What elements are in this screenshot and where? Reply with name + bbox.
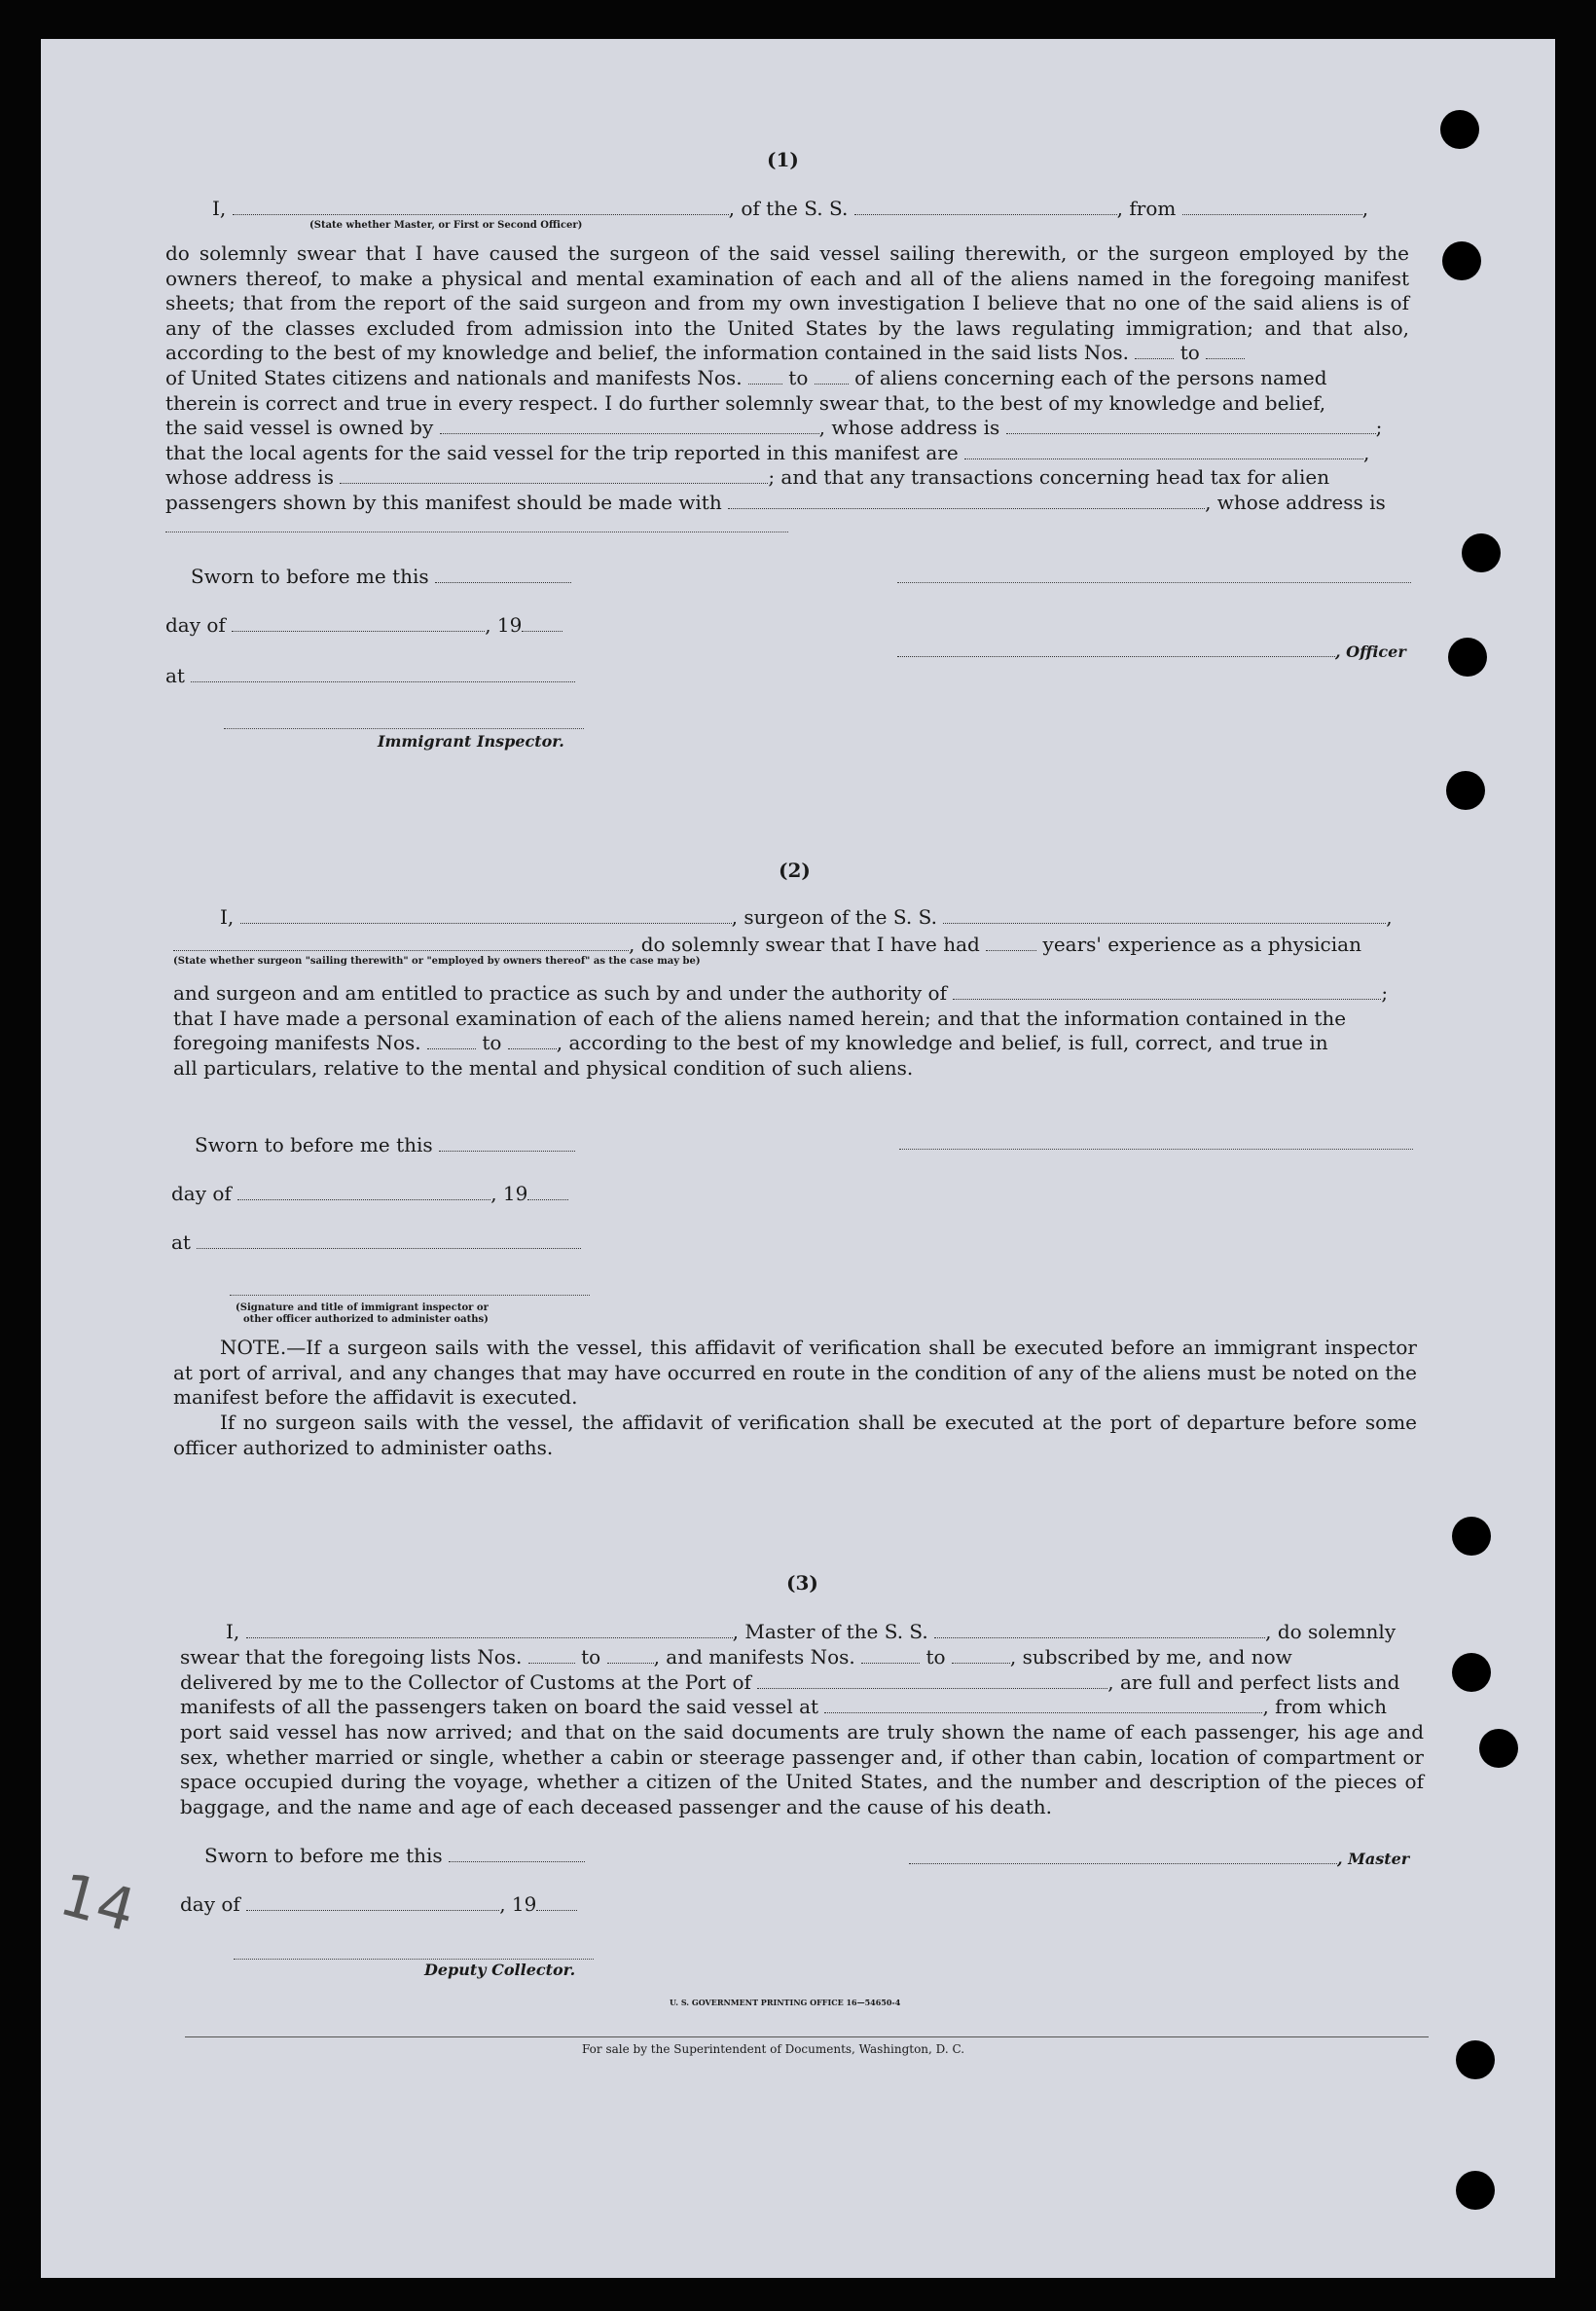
manifests-from-field[interactable] bbox=[861, 1649, 920, 1664]
section2-line2: , do solemnly swear that I have had years' experience as a physician bbox=[173, 933, 1361, 956]
sworn-label-1: Sworn to before me this bbox=[191, 565, 571, 588]
at-label-2: at bbox=[171, 1230, 581, 1254]
year-field[interactable] bbox=[522, 617, 562, 632]
at-field-2[interactable] bbox=[197, 1234, 581, 1249]
at-label-1: at bbox=[165, 664, 575, 687]
punch-hole bbox=[1456, 2040, 1495, 2079]
surgeon-name-field[interactable] bbox=[240, 909, 732, 924]
section-number-1: (1) bbox=[767, 148, 799, 171]
day-of-field-3[interactable] bbox=[246, 1896, 499, 1911]
officer-signature-label: , Officer bbox=[897, 639, 1406, 662]
at-field[interactable] bbox=[191, 668, 575, 682]
list-no-to-field[interactable] bbox=[1206, 345, 1245, 359]
for-sale-line: For sale by the Superintendent of Documents, Washington, D. C. bbox=[582, 2042, 965, 2056]
punch-hole bbox=[1452, 1517, 1491, 1556]
local-agents-field[interactable] bbox=[964, 445, 1363, 459]
lists-to-field[interactable] bbox=[607, 1649, 654, 1664]
day-of-label-2: day of , 19 bbox=[171, 1182, 568, 1205]
section3-fields: swear that the foregoing lists Nos. to , and manifests Nos. to , subscribed by me, and now delivered by me to the Collector of Customs at the Port of , are full and perfect lists and manifests of all the passengers taken on board the said vessel at , from which bbox=[180, 1645, 1400, 1719]
embarkation-port-field[interactable] bbox=[824, 1699, 1262, 1713]
section1-body: do solemnly swear that I have caused the surgeon of the said vessel sailing therewith, or the surgeon employed by the owners thereof, to make a physical and mental examination of each and all of the aliens named in the foregoing manifest sheets; that from the report of the said surgeon and from my own investigation I believe that no one of the said aliens is of any of the classes excluded from admission into the United States by the laws regulating immigration; and that also, according to the best of my knowledge and belief, the information contained in the said lists Nos. to of United States citizens and nationals and manifests Nos. to of aliens concerning each of the persons named therein is correct and true in every respect. I do further solemnly swear that, to the best of my knowledge and belief, the said vessel is owned by , whose address is ; that the local agents for the said vessel for the trip reported in this manifest are , whose address is ; and that any transactions concerning head tax for alien passengers shown by this manifest should be made with , whose address is bbox=[165, 241, 1409, 514]
from-port-field[interactable] bbox=[1182, 201, 1362, 215]
section-number-2: (2) bbox=[779, 859, 811, 882]
manifest-from-field[interactable] bbox=[427, 1035, 476, 1049]
surgeon-vessel-field[interactable] bbox=[943, 909, 1386, 924]
section-number-3: (3) bbox=[786, 1571, 818, 1595]
punch-hole bbox=[1462, 533, 1501, 572]
section2-body: and surgeon and am entitled to practice as such by and under the authority of ; that I have made a personal examination of each of the aliens named herein; and that the information contained in the foregoing manifests Nos. to , according to the best of my knowledge and belief, is full, correct, and true in all particulars, relative to the mental and physical condition of such aliens. bbox=[173, 981, 1389, 1080]
section3-line1: I, , Master of the S. S. , do solemnly bbox=[226, 1620, 1396, 1643]
note-paragraph-2: If no surgeon sails with the vessel, the affidavit of verification shall be executed at the port of departure before some officer authorized to administer oaths. bbox=[173, 1411, 1417, 1459]
margin-note: 14 bbox=[53, 1860, 143, 1946]
master-signature-field[interactable] bbox=[909, 1850, 1337, 1864]
master-vessel-field[interactable] bbox=[934, 1624, 1265, 1638]
manifest-no-from-field[interactable] bbox=[748, 370, 782, 385]
master-name-field[interactable] bbox=[246, 1624, 733, 1638]
sworn-date-field-3[interactable] bbox=[449, 1848, 585, 1862]
agents-address-field[interactable] bbox=[340, 469, 768, 484]
officer-signature-line-2[interactable] bbox=[230, 1295, 590, 1296]
punch-hole bbox=[1452, 1653, 1491, 1692]
sig-caption-2: other officer authorized to administer oaths) bbox=[243, 1314, 489, 1325]
manifests-to-field[interactable] bbox=[952, 1649, 1010, 1664]
owner-address-field[interactable] bbox=[1006, 420, 1376, 434]
punch-hole bbox=[1456, 2171, 1495, 2210]
sig-caption-1: (Signature and title of immigrant inspector or bbox=[236, 1302, 489, 1313]
inspector-caption: Immigrant Inspector. bbox=[378, 732, 564, 751]
day-of-label-1: day of , 19 bbox=[165, 613, 562, 637]
sworn-label-3: Sworn to before me this bbox=[204, 1844, 585, 1867]
section3-body: port said vessel has now arrived; and that on the said documents are truly shown the name of each passenger, his age and sex, whether married or single, whether a cabin or steerage passenger and, if other than cabin, location of compartment or space occupied during the voyage, whether a citizen of the United States, and the number and description of the pieces of baggage, and the name and age of each deceased passenger and the cause of his death. bbox=[180, 1720, 1424, 1818]
printing-office: U. S. GOVERNMENT PRINTING OFFICE 16—54650-4 bbox=[670, 1998, 901, 2007]
manifest-to-field[interactable] bbox=[508, 1035, 557, 1049]
punch-hole bbox=[1442, 241, 1481, 280]
section2-line1: I, , surgeon of the S. S. , bbox=[220, 905, 1393, 929]
sworn-label-2: Sworn to before me this bbox=[195, 1133, 575, 1156]
authority-field[interactable] bbox=[953, 985, 1381, 1000]
officer-signature-line-1[interactable] bbox=[897, 582, 1411, 583]
surgeon-caption: (State whether surgeon "sailing therewith" or "employed by owners thereof" as the case may be) bbox=[173, 956, 701, 967]
list-no-from-field[interactable] bbox=[1135, 345, 1174, 359]
note-paragraph: NOTE.—If a surgeon sails with the vessel, this affidavit of verification shall be executed before an immigrant inspector at port of arrival, and any changes that may have occurred en route in the condition of any of the aliens must be noted on the manifest before the affidavit is executed. bbox=[173, 1336, 1417, 1410]
punch-hole bbox=[1479, 1729, 1518, 1768]
officer-caption: (State whether Master, or First or Second Officer) bbox=[309, 220, 583, 231]
head-tax-contact-field[interactable] bbox=[728, 495, 1205, 509]
day-of-field-2[interactable] bbox=[237, 1186, 490, 1200]
officer-name-field[interactable] bbox=[233, 201, 729, 215]
master-signature-label: , Master bbox=[909, 1846, 1409, 1869]
deputy-caption: Deputy Collector. bbox=[424, 1961, 576, 1979]
manifest-no-to-field[interactable] bbox=[815, 370, 849, 385]
punch-hole bbox=[1446, 771, 1485, 810]
inspector-signature-line[interactable] bbox=[224, 728, 584, 729]
lists-from-field[interactable] bbox=[528, 1649, 575, 1664]
section1-line1: I, , of the S. S. , from , bbox=[212, 197, 1369, 220]
sworn-date-field[interactable] bbox=[435, 569, 571, 583]
owner-field[interactable] bbox=[440, 420, 819, 434]
year-field-3[interactable] bbox=[536, 1896, 577, 1911]
officer-signature-field[interactable] bbox=[897, 642, 1335, 657]
punch-hole bbox=[1448, 638, 1487, 677]
footer-rule bbox=[185, 2036, 1429, 2037]
deputy-signature-line[interactable] bbox=[234, 1959, 594, 1960]
punch-hole bbox=[1440, 110, 1479, 149]
surgeon-signature-line[interactable] bbox=[899, 1149, 1413, 1150]
day-of-label-3: day of , 19 bbox=[180, 1892, 577, 1916]
vessel-name-field[interactable] bbox=[854, 201, 1117, 215]
year-field-2[interactable] bbox=[527, 1186, 568, 1200]
surgeon-status-field[interactable] bbox=[173, 936, 629, 951]
years-experience-field[interactable] bbox=[986, 936, 1036, 951]
sworn-date-field-2[interactable] bbox=[439, 1137, 575, 1152]
port-of-field[interactable] bbox=[757, 1674, 1107, 1689]
day-of-field[interactable] bbox=[232, 617, 485, 632]
